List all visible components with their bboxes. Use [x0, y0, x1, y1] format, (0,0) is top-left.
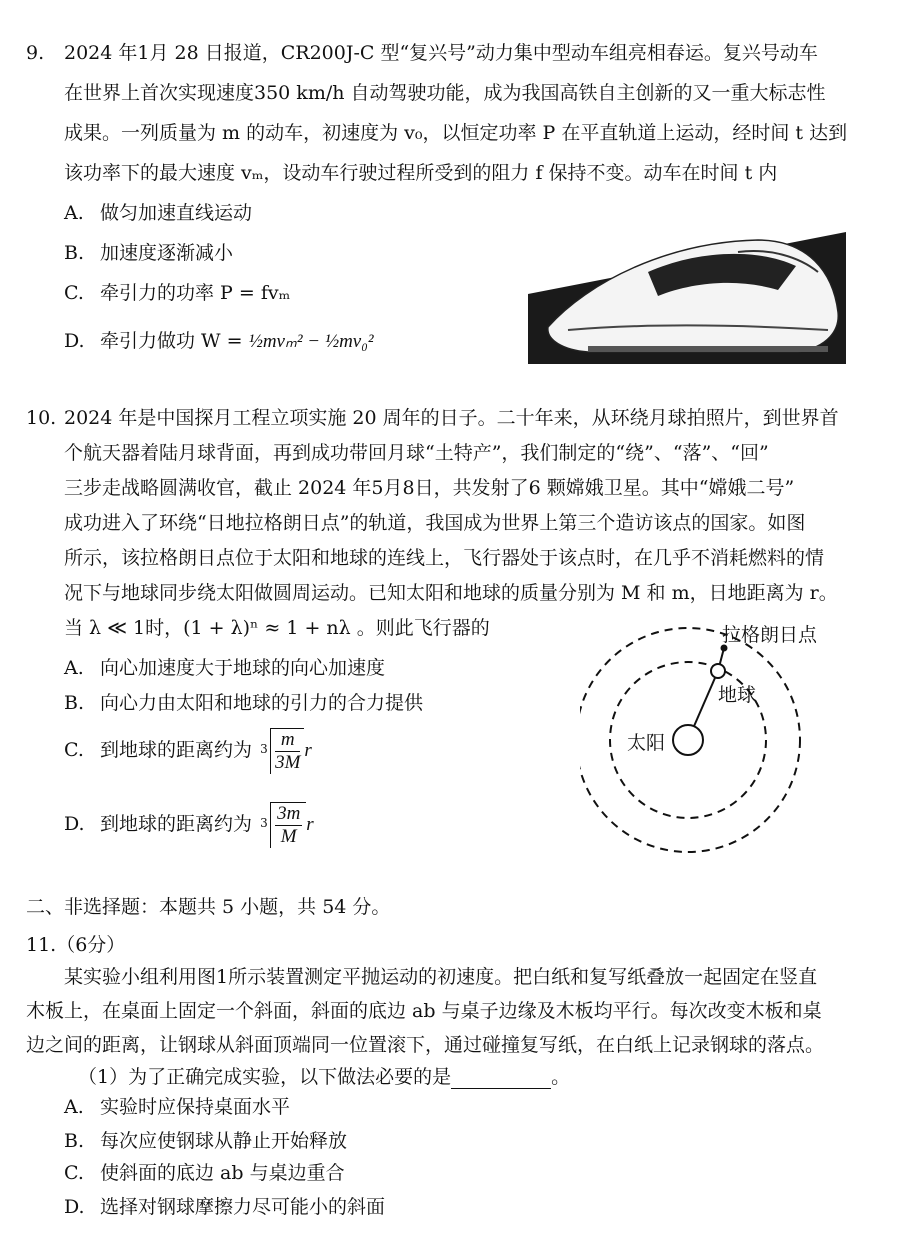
- q11-option-b-text: 每次应使钢球从静止开始释放: [100, 1130, 348, 1152]
- q9-line-4: 该功率下的最大速度 vₘ，设动车行驶过程所受到的阻力 f 保持不变。动车在时间 t 内: [64, 162, 778, 184]
- q9-option-a-letter: A.: [64, 202, 84, 224]
- q10-line-3: 三步走战略圆满收官，截止 2024 年5月8日，共发射了6 颗嫦娥卫星。其中“嫦娥二号”: [64, 477, 795, 499]
- q9-option-b-letter: B.: [64, 242, 85, 264]
- orbit-diagram: [580, 610, 880, 860]
- q9-option-d-expression: ½mvₘ² − ½mv₀²: [248, 331, 374, 352]
- q10-line-1: 2024 年是中国探月工程立项实施 20 周年的日子。二十年来，从环绕月球拍照片，到世界首: [64, 407, 839, 429]
- q10-option-a-text: 向心加速度大于地球的向心加速度: [100, 657, 386, 679]
- q10-option-a-letter: A.: [64, 657, 84, 679]
- q11-option-c-letter: C.: [64, 1162, 84, 1184]
- q10-line-4: 成功进入了环绕“日地拉格朗日点”的轨道，我国成为世界上第三个造访该点的国家。如图: [64, 512, 806, 534]
- q11-option-a-letter: A.: [64, 1096, 84, 1118]
- q11-option-d: [64, 1194, 385, 1220]
- q11-option-c: [64, 1160, 345, 1186]
- q10-option-c-cube-root: 3 $\frac{m}{3M}$: [270, 728, 304, 774]
- train-photo: [528, 212, 846, 364]
- lagrange-point-label: 拉格朗日点: [722, 624, 818, 646]
- q11-sub1-answer-blank[interactable]: [451, 1068, 551, 1089]
- q9-option-c-letter: C.: [64, 282, 84, 304]
- q10-option-b-letter: B.: [64, 692, 85, 714]
- q11-sub1-text: （1）为了正确完成实验，以下做法必要的是: [78, 1066, 452, 1088]
- question-10-number: 10.: [26, 407, 57, 429]
- q11-option-d-letter: D.: [64, 1196, 85, 1218]
- q10-option-a: [64, 655, 385, 681]
- question-11-number: 11.（6分）: [26, 934, 126, 956]
- q9-option-b: [64, 240, 233, 266]
- q10-option-d-letter: D.: [64, 813, 85, 835]
- sun-label: 太阳: [627, 732, 666, 754]
- q9-option-d-letter: D.: [64, 330, 85, 352]
- sun-icon: [673, 725, 703, 755]
- q9-option-d: [64, 328, 374, 355]
- q11-option-c-text: 使斜面的底边 ab 与桌边重合: [100, 1162, 345, 1184]
- q11-line-1: 某实验小组利用图1所示装置测定平抛运动的初速度。把白纸和复写纸叠放一起固定在竖直: [64, 966, 818, 988]
- q10-option-d-cube-root: 3 $\frac{3m}{M}$: [270, 802, 306, 848]
- q11-line-3: 边之间的距离，让钢球从斜面顶端同一位置滚下，通过碰撞复写纸，在白纸上记录钢球的落点。: [26, 1034, 825, 1056]
- earth-icon: [711, 664, 725, 678]
- q11-sub1-end: 。: [551, 1066, 571, 1088]
- q9-option-c-text: 牵引力的功率 P = fvₘ: [100, 282, 291, 304]
- q10-line-2: 个航天器着陆月球背面，再到成功带回月球“土特产”，我们制定的“绕”、“落”、“回”: [64, 442, 769, 464]
- q11-option-d-text: 选择对钢球摩擦力尽可能小的斜面: [100, 1196, 386, 1218]
- q10-line-5: 所示，该拉格朗日点位于太阳和地球的连线上，飞行器处于该点时，在几乎不消耗燃料的情: [64, 547, 825, 569]
- q11-option-b-letter: B.: [64, 1130, 85, 1152]
- q10-option-b-text: 向心力由太阳和地球的引力的合力提供: [100, 692, 424, 714]
- section-2-heading: 二、非选择题：本题共 5 小题，共 54 分。: [26, 896, 391, 918]
- q10-line-7: 当 λ ≪ 1时，(1 + λ)ⁿ ≈ 1 + nλ 。则此飞行器的: [64, 617, 490, 639]
- q9-line-1: 2024 年1月 28 日报道，CR200J-C 型“复兴号”动力集中型动车组亮相春运。复兴号动车: [64, 42, 818, 64]
- q9-line-3: 成果。一列质量为 m 的动车，初速度为 v₀，以恒定功率 P 在平直轨道上运动，经时间 t 达到: [64, 122, 848, 144]
- q10-option-c-letter: C.: [64, 739, 84, 761]
- q9-line-2: 在世界上首次实现速度350 km/h 自动驾驶功能，成为我国高铁自主创新的又一重大标志性: [64, 82, 826, 104]
- q10-option-c: C. 到地球的距离约为 3 $\frac{m}{3M}$ r: [64, 729, 312, 773]
- q11-option-b: [64, 1128, 347, 1154]
- q11-option-a: [64, 1094, 290, 1120]
- question-9-number: 9.: [26, 42, 45, 64]
- q10-option-d-text: 到地球的距离约为: [100, 813, 253, 835]
- q10-option-b: [64, 690, 423, 716]
- q9-option-b-text: 加速度逐渐减小: [100, 242, 234, 264]
- q10-option-d: D. 到地球的距离约为 3 $\frac{3m}{M}$ r: [64, 803, 314, 847]
- q11-option-a-text: 实验时应保持桌面水平: [100, 1096, 291, 1118]
- q11-sub-question-1: [78, 1062, 570, 1089]
- q11-line-2: 木板上，在桌面上固定一个斜面，斜面的底边 ab 与桌子边缘及木板均平行。每次改变木板和桌: [26, 1000, 822, 1022]
- q10-line-6: 况下与地球同步绕太阳做圆周运动。已知太阳和地球的质量分别为 M 和 m，日地距离为 r。: [64, 582, 838, 604]
- q10-option-c-text: 到地球的距离约为: [100, 739, 253, 761]
- earth-label: 地球: [718, 684, 757, 706]
- q9-option-c: [64, 280, 290, 306]
- q9-option-d-text: 牵引力做功 W =: [100, 330, 243, 352]
- q9-option-a: [64, 200, 252, 226]
- q9-option-a-text: 做匀加速直线运动: [100, 202, 253, 224]
